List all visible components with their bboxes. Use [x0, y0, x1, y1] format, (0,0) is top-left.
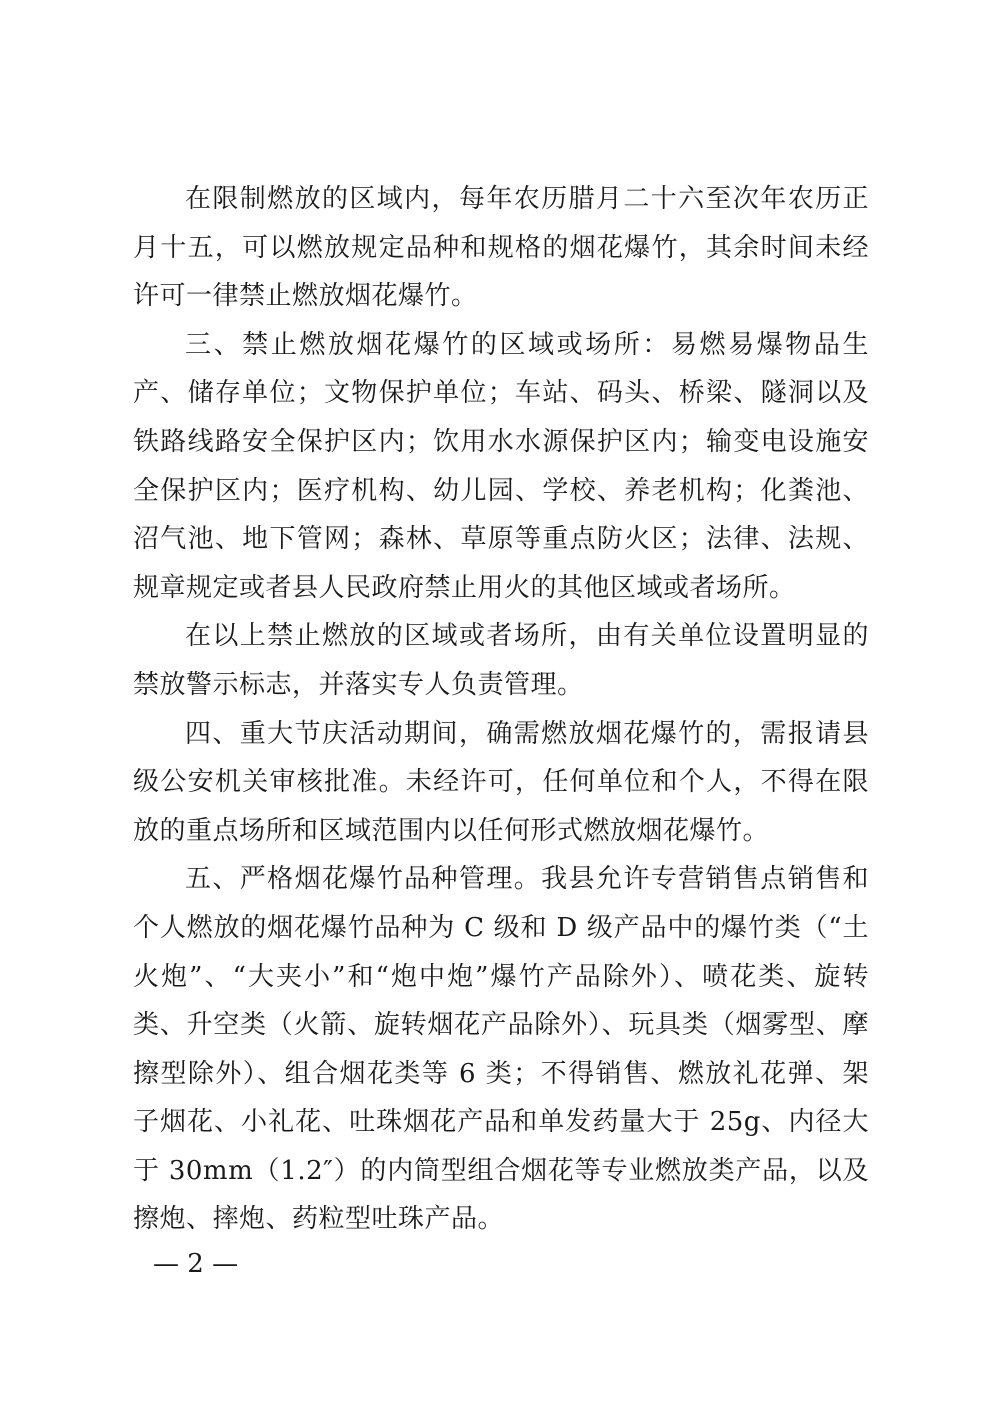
- paragraph-product-management: 五、严格烟花爆竹品种管理。我县允许专营销售点销售和个人燃放的烟花爆竹品种为 C 级和 D 级产品中的爆竹类（“土火炮”、“大夹小”和“炮中炮”爆竹产品除外）、喷花类、旋转类、升空类（火箭、旋转烟花产品除外）、玩具类（烟雾型、摩擦型除外）、组合烟花类等 6 类；不得销售、燃放礼花弹、架子烟花、小礼花、吐珠烟花产品和单发药量大于 25g、内径大于 30mm（1.2″）的内筒型组合烟花等专业燃放类产品，以及擦炮、摔炮、药粒型吐珠产品。: [133, 864, 869, 1235]
- paragraph-warning-signs: 在以上禁止燃放的区域或者场所，由有关单位设置明显的禁放警示标志，并落实专人负责管理。: [133, 621, 869, 700]
- page-number: — 2 —: [153, 1249, 239, 1279]
- paragraph-festival-approval: 四、重大节庆活动期间，确需燃放烟花爆竹的，需报请县级公安机关审核批准。未经许可，任何单位和个人，不得在限放的重点场所和区域范围内以任何形式燃放烟花爆竹。: [133, 718, 869, 846]
- document-body: [133, 175, 869, 1244]
- paragraph-prohibited-areas: 三、禁止燃放烟花爆竹的区域或场所：易燃易爆物品生产、储存单位；文物保护单位；车站、码头、桥梁、隧洞以及铁路线路安全保护区内；饮用水水源保护区内；输变电设施安全保护区内；医疗机构、幼儿园、学校、养老机构；化粪池、沼气池、地下管网；森林、草原等重点防火区；法律、法规、规章规定或者县人民政府禁止用火的其他区域或者场所。: [133, 329, 869, 603]
- paragraph-fireworks-period: 在限制燃放的区域内，每年农历腊月二十六至次年农历正月十五，可以燃放规定品种和规格的烟花爆竹，其余时间未经许可一律禁止燃放烟花爆竹。: [133, 184, 869, 312]
